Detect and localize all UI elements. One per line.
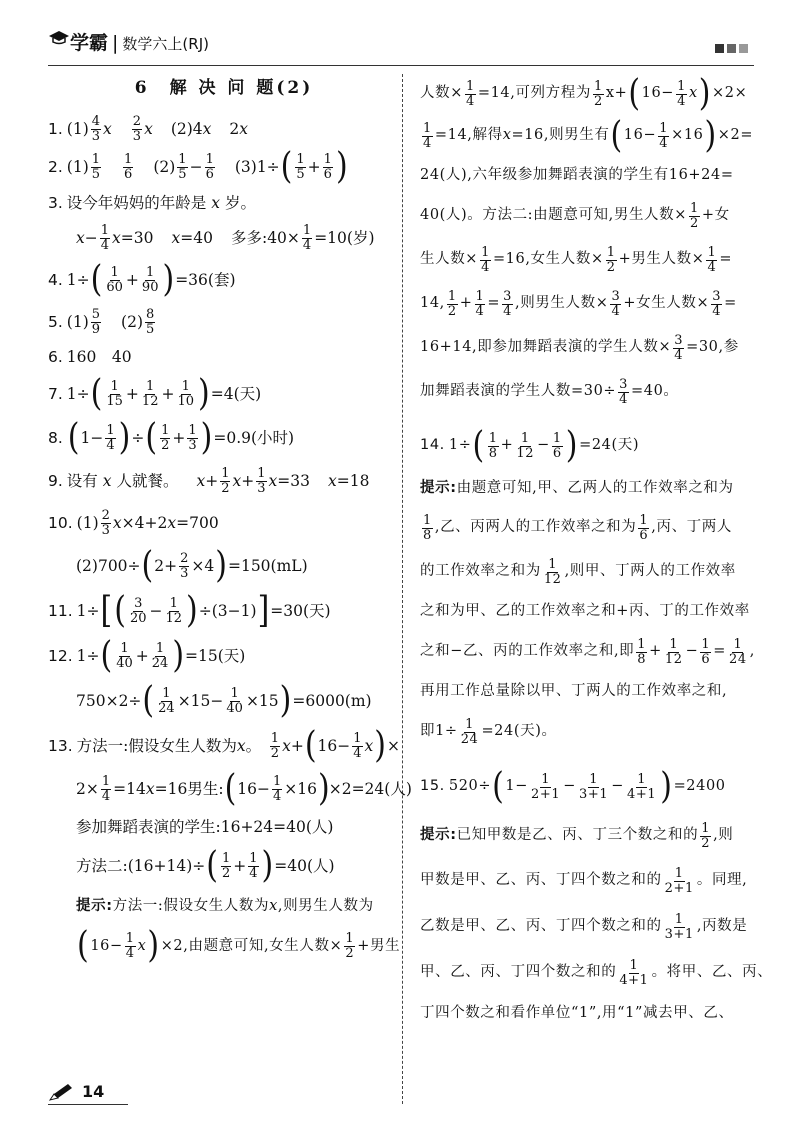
header-square [739, 44, 748, 53]
answer-14-hint: 提示: 由题意可知,甲、乙两人的工作效率之和为 [420, 480, 734, 497]
r-line-7: 16+14,即参加舞蹈表演的学生人数× $\frac{3}{4}$ =30,参 [420, 332, 739, 363]
answer-13-line3: 参加舞蹈表演的学生:16+24=40(人) [76, 818, 334, 837]
r-line-1: 人数× $\frac{1}{4}$ =14,可列方程为 $\frac{1}{2}$ x+ ( 16− $\frac{1}{4}$ x ) ×2× [420, 72, 748, 115]
page-number: 14 [82, 1082, 105, 1101]
brand-title: 学霸 | 数学六上(RJ) [70, 32, 209, 54]
answer-1: 1. (1) $\frac{4}{3}$ x $\frac{2}{3}$ x (2)4 x 2 x [48, 114, 249, 144]
answer-3-equation: x − $\frac{1}{4}$ x =30 x =40 多多:40× $\frac{1}{4}$ =10(岁) [76, 223, 375, 253]
answer-9: 9. 设有 x 人就餐。 x + $\frac{1}{2}$ x + $\frac{1}{3}$ x =33 x =18 [48, 466, 370, 496]
answer-8: 8. ( 1− $\frac{1}{4}$ ) ÷ ( $\frac{1}{2}$ + $\frac{1}{3}$ ) =0.9(小时) [48, 416, 295, 459]
r-line-3: 24(人),六年级参加舞蹈表演的学生有16+24= [420, 167, 734, 184]
answer-11: 11. 1÷ [ ( $\frac{3}{20}$ − $\frac{1}{12}$ ) ÷(3−1) ] =30(天) [48, 589, 331, 632]
r-line-2: $\frac{1}{4}$ =14,解得 x =16,则男生有 ( 16− $\frac{1}{4}$ ×16 ) ×2= [423, 114, 754, 157]
header-decoration [715, 44, 748, 53]
answer-14-hint-7: 即1÷ $\frac{1}{24}$ =24(天)。 [420, 716, 557, 747]
answer-6: 6. 160 40 [48, 348, 132, 367]
answer-15-hint: 提示: 已知甲数是乙、丙、丁三个数之和的 $\frac{1}{2}$ ,则 [420, 820, 734, 851]
answer-10-1: 10. (1) $\frac{2}{3}$ x ×4+2 x =700 [48, 508, 219, 538]
r-line-8: 加舞蹈表演的学生人数=30÷ $\frac{3}{4}$ =40。 [420, 376, 679, 407]
answer-12-2: 750×2÷ ( $\frac{1}{24}$ ×15− $\frac{1}{40}$ ×15 ) =6000(m) [76, 679, 372, 722]
answer-13-hint-2: ( 16− $\frac{1}{4}$ x ) ×2,由题意可知,女生人数× $\frac{1}{2}$ +男生 [77, 924, 401, 967]
column-divider [402, 74, 403, 1104]
answer-14: 14. 1÷ ( $\frac{1}{8}$ + $\frac{1}{12}$ − $\frac{1}{6}$ ) =24(天) [420, 424, 640, 467]
left-column [48, 74, 412, 968]
answer-14-hint-6: 再用工作总量除以甲、丁两人的工作效率之和, [420, 683, 728, 700]
answer-15-hint-2: 甲数是甲、乙、丙、丁四个数之和的 $\frac{1}{2+1}$ 。同理, [420, 865, 748, 896]
answer-4: 4. 1÷ ( $\frac{1}{60}$ + $\frac{1}{90}$ ) =36(套) [48, 258, 236, 301]
answer-13-line4: 方法二:(16+14)÷ ( $\frac{1}{2}$ + $\frac{1}{4}$ ) =40(人) [76, 844, 335, 887]
header-square [727, 44, 736, 53]
answer-15-hint-3: 乙数是甲、乙、丙、丁四个数之和的 $\frac{1}{3+1}$ ,丙数是 [420, 911, 748, 942]
header-square [715, 44, 724, 53]
section-title: 6 解 决 问 题(2) [134, 78, 314, 98]
answer-5: 5. (1) $\frac{5}{9}$ (2) $\frac{8}{5}$ [48, 307, 155, 337]
answer-14-hint-2: $\frac{1}{8}$ ,乙、丙两人的工作效率之和为 $\frac{1}{6}$ ,丙、丁两人 [423, 512, 732, 543]
answer-14-hint-3: 的工作效率之和为 $\frac{1}{12}$ ,则甲、丁两人的工作效率 [420, 556, 736, 587]
answer-10-2: (2)700÷ ( 2+ $\frac{2}{3}$ ×4 ) =150(mL) [76, 544, 308, 587]
answer-7: 7. 1÷ ( $\frac{1}{15}$ + $\frac{1}{12}$ + $\frac{1}{10}$ ) =4(天) [48, 372, 262, 415]
page-header [48, 30, 754, 66]
answer-14-hint-5: 之和−乙、丙的工作效率之和,即 $\frac{1}{8}$ + $\frac{1}{12}$ − $\frac{1}{6}$ = $\frac{1}{24}$ , [420, 636, 755, 667]
answer-3: 3. 设今年妈妈的年龄是 x 岁。 [48, 194, 256, 213]
answer-2: 2. (1) $\frac{1}{5}$ $\frac{1}{6}$ (2) $\frac{1}{5}$ − $\frac{1}{6}$ (3)1÷ ( $\frac{1}{5}$ + $\frac{1}{6}$ ) [48, 145, 348, 188]
answer-15-hint-4: 甲、乙、丙、丁四个数之和的 $\frac{1}{4+1}$ 。将甲、乙、丙、 [420, 957, 773, 988]
answer-12: 12. 1÷ ( $\frac{1}{40}$ + $\frac{1}{24}$ ) =15(天) [48, 634, 246, 677]
answer-15-hint-5: 丁四个数之和看作单位“1”,用“1”减去甲、乙、 [420, 1005, 734, 1022]
right-column [420, 72, 773, 1032]
answer-13-line2: 2× $\frac{1}{4}$ =14 x =16 男生: ( 16− $\frac{1}{4}$ ×16 ) ×2=24(人) [76, 767, 412, 810]
r-line-6: 14, $\frac{1}{2}$ + $\frac{1}{4}$ = $\frac{3}{4}$ ,则男生人数× $\frac{3}{4}$ +女生人数× $\frac{3}{4}$ = [420, 288, 737, 319]
answer-14-hint-4: 之和为甲、乙的工作效率之和+丙、丁的工作效率 [420, 603, 750, 620]
answer-13: 13. 方法一:假设女生人数为 x 。 $\frac{1}{2}$ x + ( 16− $\frac{1}{4}$ x ) × [48, 724, 400, 767]
footer-rule [48, 1104, 128, 1105]
page-footer [48, 1080, 128, 1108]
pencil-icon [48, 1082, 76, 1102]
answer-15: 15. 520÷ ( 1− $\frac{1}{2+1}$ − $\frac{1}{3+1}$ − $\frac{1}{4+1}$ ) =2400 [420, 765, 726, 808]
answer-13-hint: 提示: 方法一:假设女生人数为 x ,则男生人数为 [76, 897, 374, 914]
r-line-4: 40(人)。方法二:由题意可知,男生人数× $\frac{1}{2}$ +女 [420, 200, 730, 231]
r-line-5: 生人数× $\frac{1}{4}$ =16,女生人数× $\frac{1}{2}$ +男生人数× $\frac{1}{4}$ = [420, 244, 733, 275]
